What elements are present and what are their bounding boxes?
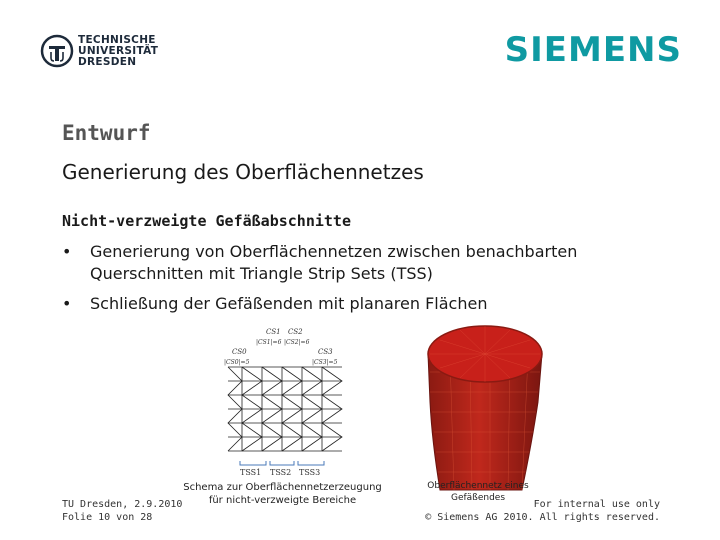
schema-label-cs0-size: |CS0|=5 — [224, 359, 250, 366]
schema-label-cs0: CS0 — [232, 348, 247, 356]
vessel-caption-line2: Gefäßendes — [450, 493, 506, 503]
schema-mesh — [228, 367, 342, 451]
tud-line-2: UNIVERSITÄT — [78, 45, 159, 57]
bullet-item — [62, 293, 662, 315]
schema-caption-line1: Schema zur Oberflächennetzerzeugung — [183, 482, 382, 493]
footer-internal-note: For internal use only — [533, 499, 660, 510]
tud-line-3: DRESDEN — [78, 56, 137, 68]
tss-schema-figure — [222, 325, 352, 477]
schema-label-cs3-size: |CS3|=5 — [312, 359, 338, 366]
schema-caption — [180, 481, 385, 507]
siemens-logo: SIEMENS — [504, 30, 682, 70]
tud-line-1: TECHNISCHE — [78, 34, 156, 46]
tud-emblem-icon — [40, 34, 74, 68]
bullet-text-line1: Generierung von Oberflächennetzen zwischen benachbarten — [90, 242, 578, 261]
vessel-caption-line1: Oberflächennetz eines — [427, 481, 529, 491]
tud-wordmark — [78, 35, 158, 68]
slide-subtitle: Generierung des Oberflächennetzes — [62, 160, 424, 184]
schema-label-tss1: TSS1 — [240, 468, 262, 477]
bullet-icon: • — [62, 242, 72, 261]
schema-brackets — [240, 461, 324, 465]
schema-label-cs1-size: |CS1|=6 — [256, 339, 282, 346]
schema-label-cs3: CS3 — [318, 348, 333, 356]
schema-label-cs2: CS2 — [288, 328, 303, 336]
bullet-item — [62, 241, 662, 285]
section-title: Entwurf — [62, 121, 151, 145]
bullet-icon: • — [62, 294, 72, 313]
schema-label-tss3: TSS3 — [299, 468, 321, 477]
vessel-mesh-figure — [410, 322, 560, 497]
footer-slide-number: Folie 10 von 28 — [62, 512, 153, 523]
footer-date: TU Dresden, 2.9.2010 — [62, 499, 183, 510]
bullet-text-line1: Schließung der Gefäßenden mit planaren Flächen — [90, 294, 488, 313]
footer-right — [425, 498, 660, 524]
subheading: Nicht-verzweigte Gefäßabschnitte — [62, 212, 351, 230]
schema-label-tss2: TSS2 — [270, 468, 292, 477]
bullet-text-line2: Querschnitten mit Triangle Strip Sets (TSS) — [90, 264, 433, 283]
schema-caption-line2: für nicht-verzweigte Bereiche — [208, 495, 357, 506]
footer-copyright: © Siemens AG 2010. All rights reserved. — [425, 512, 660, 523]
schema-label-cs1: CS1 — [266, 328, 281, 336]
schema-label-cs2-size: |CS2|=6 — [284, 339, 310, 346]
tud-logo — [40, 34, 160, 70]
footer-left — [62, 498, 182, 524]
